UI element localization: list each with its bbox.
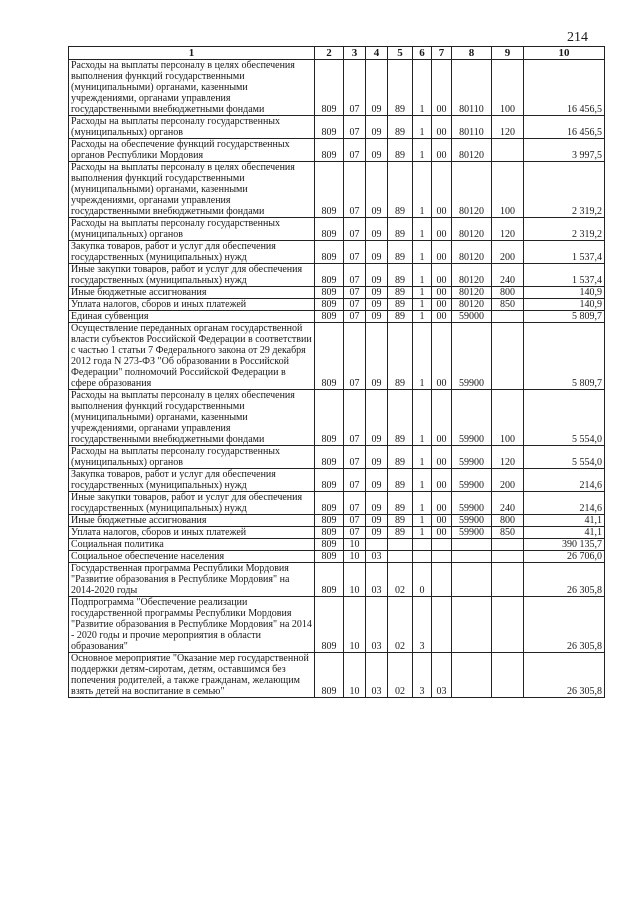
code-cell: 1 [413,311,432,323]
code-cell: 00 [432,116,452,139]
code-cell: 10 [344,551,366,563]
code-cell: 00 [432,264,452,287]
code-cell: 07 [344,287,366,299]
code-cell [452,653,492,698]
table-row [69,218,605,241]
code-cell: 120 [492,218,524,241]
amount-cell: 2 319,2 [524,162,605,218]
code-cell: 07 [344,218,366,241]
code-cell [452,597,492,653]
code-cell: 100 [492,60,524,116]
code-cell: 89 [388,390,413,446]
code-cell: 809 [315,287,344,299]
code-cell: 3 [413,653,432,698]
table-body [69,60,605,698]
amount-cell: 390 135,7 [524,539,605,551]
code-cell: 03 [366,597,388,653]
code-cell: 809 [315,527,344,539]
code-cell: 07 [344,241,366,264]
row-name-cell: Расходы на выплаты персоналу в целях обеспечения выполнения функций государственными (муниципальными) органами, казенными учреждениями, органами управления государственными внебюджетными фондами [69,390,315,446]
code-cell: 09 [366,162,388,218]
table-header-row [69,47,605,60]
table-row [69,162,605,218]
code-cell: 1 [413,139,432,162]
amount-cell: 2 319,2 [524,218,605,241]
column-header: 7 [432,47,452,60]
amount-cell: 214,6 [524,492,605,515]
code-cell: 59900 [452,527,492,539]
code-cell: 89 [388,492,413,515]
code-cell: 809 [315,241,344,264]
code-cell: 09 [366,241,388,264]
amount-cell: 1 537,4 [524,241,605,264]
code-cell [388,539,413,551]
table-row [69,241,605,264]
code-cell: 809 [315,469,344,492]
row-name-cell: Осуществление переданных органам государственной власти субъектов Российской Федерации в соответствии с частью 1 статьи 7 Федерального закона от 29 декабря 2012 года N 273-ФЗ "Об образовании в Российской Федерации" полномочий Российской Федерации в сфере образования [69,323,315,390]
code-cell: 89 [388,446,413,469]
code-cell: 809 [315,492,344,515]
row-name-cell: Иные бюджетные ассигнования [69,287,315,299]
code-cell: 89 [388,139,413,162]
code-cell: 120 [492,446,524,469]
code-cell: 00 [432,299,452,311]
code-cell: 809 [315,218,344,241]
code-cell: 59900 [452,515,492,527]
code-cell: 07 [344,139,366,162]
column-header: 5 [388,47,413,60]
code-cell: 03 [366,563,388,597]
code-cell: 09 [366,60,388,116]
table-row [69,653,605,698]
code-cell: 59900 [452,390,492,446]
code-cell: 809 [315,60,344,116]
code-cell: 809 [315,299,344,311]
table-row [69,515,605,527]
code-cell: 09 [366,515,388,527]
code-cell: 10 [344,539,366,551]
code-cell: 09 [366,527,388,539]
code-cell: 00 [432,287,452,299]
code-cell: 09 [366,323,388,390]
code-cell [492,311,524,323]
table-row [69,390,605,446]
row-name-cell: Подпрограмма "Обеспечение реализации государственной программы Республики Мордовия "Развитие образования в Республике Мордовия" на 2014 - 2020 годы и прочие мероприятия в области образования" [69,597,315,653]
column-header: 6 [413,47,432,60]
code-cell: 03 [366,653,388,698]
page-number: 214 [567,30,588,45]
code-cell: 1 [413,323,432,390]
row-name-cell: Закупка товаров, работ и услуг для обеспечения государственных (муниципальных) нужд [69,241,315,264]
row-name-cell: Уплата налогов, сборов и иных платежей [69,527,315,539]
code-cell: 07 [344,299,366,311]
table-row [69,311,605,323]
code-cell: 07 [344,446,366,469]
code-cell: 850 [492,527,524,539]
table-row [69,539,605,551]
code-cell: 1 [413,446,432,469]
code-cell: 0 [413,563,432,597]
budget-table [68,46,605,698]
amount-cell: 5 809,7 [524,311,605,323]
code-cell: 59900 [452,446,492,469]
code-cell: 80120 [452,218,492,241]
code-cell: 00 [432,323,452,390]
code-cell [413,551,432,563]
code-cell: 00 [432,139,452,162]
code-cell: 02 [388,563,413,597]
code-cell: 89 [388,116,413,139]
code-cell: 80120 [452,287,492,299]
row-name-cell: Единая субвенция [69,311,315,323]
row-name-cell: Расходы на выплаты персоналу в целях обеспечения выполнения функций государственными (муниципальными) органами, казенными учреждениями, органами управления государственными внебюджетными фондами [69,162,315,218]
code-cell: 07 [344,162,366,218]
code-cell [388,551,413,563]
code-cell [432,551,452,563]
code-cell: 809 [315,563,344,597]
code-cell: 809 [315,551,344,563]
column-header: 8 [452,47,492,60]
amount-cell: 140,9 [524,287,605,299]
code-cell: 03 [366,551,388,563]
column-header: 9 [492,47,524,60]
code-cell: 00 [432,162,452,218]
row-name-cell: Расходы на выплаты персоналу государственных (муниципальных) органов [69,116,315,139]
code-cell: 80120 [452,162,492,218]
code-cell: 89 [388,287,413,299]
table-row [69,527,605,539]
amount-cell: 26 305,8 [524,597,605,653]
code-cell: 09 [366,469,388,492]
code-cell: 100 [492,390,524,446]
table-row [69,446,605,469]
code-cell: 1 [413,492,432,515]
code-cell: 89 [388,311,413,323]
table-row [69,551,605,563]
amount-cell: 3 997,5 [524,139,605,162]
code-cell [432,597,452,653]
code-cell: 00 [432,218,452,241]
code-cell: 09 [366,139,388,162]
amount-cell: 5 554,0 [524,446,605,469]
row-name-cell: Социальная политика [69,539,315,551]
code-cell [492,323,524,390]
code-cell: 809 [315,515,344,527]
code-cell: 89 [388,299,413,311]
code-cell [492,139,524,162]
code-cell: 809 [315,597,344,653]
code-cell: 80120 [452,241,492,264]
code-cell: 07 [344,311,366,323]
code-cell: 10 [344,563,366,597]
table-row [69,299,605,311]
column-header: 4 [366,47,388,60]
code-cell: 809 [315,539,344,551]
amount-cell: 26 305,8 [524,563,605,597]
column-header: 3 [344,47,366,60]
code-cell: 809 [315,162,344,218]
code-cell: 1 [413,116,432,139]
code-cell: 80120 [452,264,492,287]
table-row [69,139,605,162]
code-cell [492,539,524,551]
code-cell: 89 [388,241,413,264]
row-name-cell: Основное мероприятие "Оказание мер государственной поддержки детям-сиротам, детям, оставшимся без попечения родителей, а также гражданам, желающим взять детей на воспитание в семью" [69,653,315,698]
code-cell [492,653,524,698]
code-cell [366,539,388,551]
row-name-cell: Социальное обеспечение населения [69,551,315,563]
column-header: 2 [315,47,344,60]
row-name-cell: Иные бюджетные ассигнования [69,515,315,527]
code-cell: 809 [315,323,344,390]
code-cell: 09 [366,492,388,515]
code-cell: 809 [315,116,344,139]
code-cell: 59000 [452,311,492,323]
code-cell: 809 [315,390,344,446]
code-cell: 59900 [452,492,492,515]
amount-cell: 41,1 [524,527,605,539]
code-cell: 809 [315,446,344,469]
code-cell [413,539,432,551]
code-cell: 03 [432,653,452,698]
code-cell: 10 [344,597,366,653]
amount-cell: 26 305,8 [524,653,605,698]
table-row [69,287,605,299]
code-cell [492,563,524,597]
code-cell: 240 [492,492,524,515]
code-cell: 1 [413,241,432,264]
code-cell: 89 [388,60,413,116]
code-cell: 1 [413,264,432,287]
code-cell: 07 [344,515,366,527]
code-cell: 1 [413,390,432,446]
code-cell: 09 [366,311,388,323]
table-row [69,116,605,139]
code-cell: 89 [388,527,413,539]
code-cell [452,539,492,551]
column-header: 10 [524,47,605,60]
table-row [69,563,605,597]
code-cell: 200 [492,469,524,492]
code-cell: 1 [413,60,432,116]
code-cell: 09 [366,116,388,139]
code-cell: 00 [432,390,452,446]
code-cell: 80120 [452,139,492,162]
code-cell: 800 [492,287,524,299]
code-cell: 809 [315,653,344,698]
row-name-cell: Расходы на обеспечение функций государственных органов Республики Мордовия [69,139,315,162]
code-cell: 80110 [452,60,492,116]
code-cell: 07 [344,116,366,139]
code-cell: 00 [432,60,452,116]
row-name-cell: Иные закупки товаров, работ и услуг для обеспечения государственных (муниципальных) нужд [69,492,315,515]
code-cell: 59900 [452,469,492,492]
code-cell [492,551,524,563]
code-cell: 89 [388,218,413,241]
code-cell: 09 [366,390,388,446]
code-cell: 89 [388,469,413,492]
code-cell: 07 [344,492,366,515]
row-name-cell: Иные закупки товаров, работ и услуг для обеспечения государственных (муниципальных) нужд [69,264,315,287]
code-cell: 00 [432,311,452,323]
code-cell: 09 [366,264,388,287]
code-cell: 09 [366,446,388,469]
code-cell: 09 [366,287,388,299]
code-cell: 1 [413,515,432,527]
amount-cell: 214,6 [524,469,605,492]
code-cell: 120 [492,116,524,139]
amount-cell: 16 456,5 [524,116,605,139]
code-cell: 89 [388,264,413,287]
table-row [69,264,605,287]
table-row [69,60,605,116]
code-cell: 10 [344,653,366,698]
code-cell: 80110 [452,116,492,139]
code-cell: 100 [492,162,524,218]
row-name-cell: Расходы на выплаты персоналу в целях обеспечения выполнения функций государственными (муниципальными) органами, казенными учреждениями, органами управления государственными внебюджетными фондами [69,60,315,116]
code-cell: 00 [432,241,452,264]
amount-cell: 1 537,4 [524,264,605,287]
code-cell: 200 [492,241,524,264]
code-cell: 07 [344,323,366,390]
code-cell: 59900 [452,323,492,390]
amount-cell: 5 809,7 [524,323,605,390]
table-row [69,323,605,390]
code-cell: 1 [413,162,432,218]
row-name-cell: Уплата налогов, сборов и иных платежей [69,299,315,311]
amount-cell: 5 554,0 [524,390,605,446]
code-cell: 1 [413,287,432,299]
code-cell: 89 [388,323,413,390]
code-cell: 809 [315,264,344,287]
code-cell: 07 [344,60,366,116]
code-cell: 07 [344,390,366,446]
code-cell: 1 [413,469,432,492]
code-cell: 07 [344,264,366,287]
column-header: 1 [69,47,315,60]
code-cell [432,539,452,551]
code-cell [452,551,492,563]
code-cell: 02 [388,653,413,698]
code-cell: 240 [492,264,524,287]
code-cell [432,563,452,597]
amount-cell: 16 456,5 [524,60,605,116]
code-cell: 3 [413,597,432,653]
code-cell [452,563,492,597]
code-cell: 02 [388,597,413,653]
code-cell: 00 [432,527,452,539]
code-cell: 89 [388,162,413,218]
code-cell: 1 [413,218,432,241]
row-name-cell: Расходы на выплаты персоналу государственных (муниципальных) органов [69,446,315,469]
table-row [69,597,605,653]
code-cell: 00 [432,492,452,515]
code-cell: 800 [492,515,524,527]
amount-cell: 26 706,0 [524,551,605,563]
row-name-cell: Государственная программа Республики Мордовия "Развитие образования в Республике Мордовия" на 2014-2020 годы [69,563,315,597]
code-cell: 1 [413,299,432,311]
amount-cell: 140,9 [524,299,605,311]
row-name-cell: Закупка товаров, работ и услуг для обеспечения государственных (муниципальных) нужд [69,469,315,492]
code-cell: 00 [432,515,452,527]
code-cell: 09 [366,218,388,241]
code-cell [492,597,524,653]
row-name-cell: Расходы на выплаты персоналу государственных (муниципальных) органов [69,218,315,241]
code-cell: 00 [432,446,452,469]
code-cell: 80120 [452,299,492,311]
table-row [69,469,605,492]
code-cell: 00 [432,469,452,492]
code-cell: 07 [344,527,366,539]
table-row [69,492,605,515]
code-cell: 850 [492,299,524,311]
code-cell: 809 [315,311,344,323]
amount-cell: 41,1 [524,515,605,527]
code-cell: 809 [315,139,344,162]
code-cell: 89 [388,515,413,527]
code-cell: 1 [413,527,432,539]
code-cell: 09 [366,299,388,311]
code-cell: 07 [344,469,366,492]
